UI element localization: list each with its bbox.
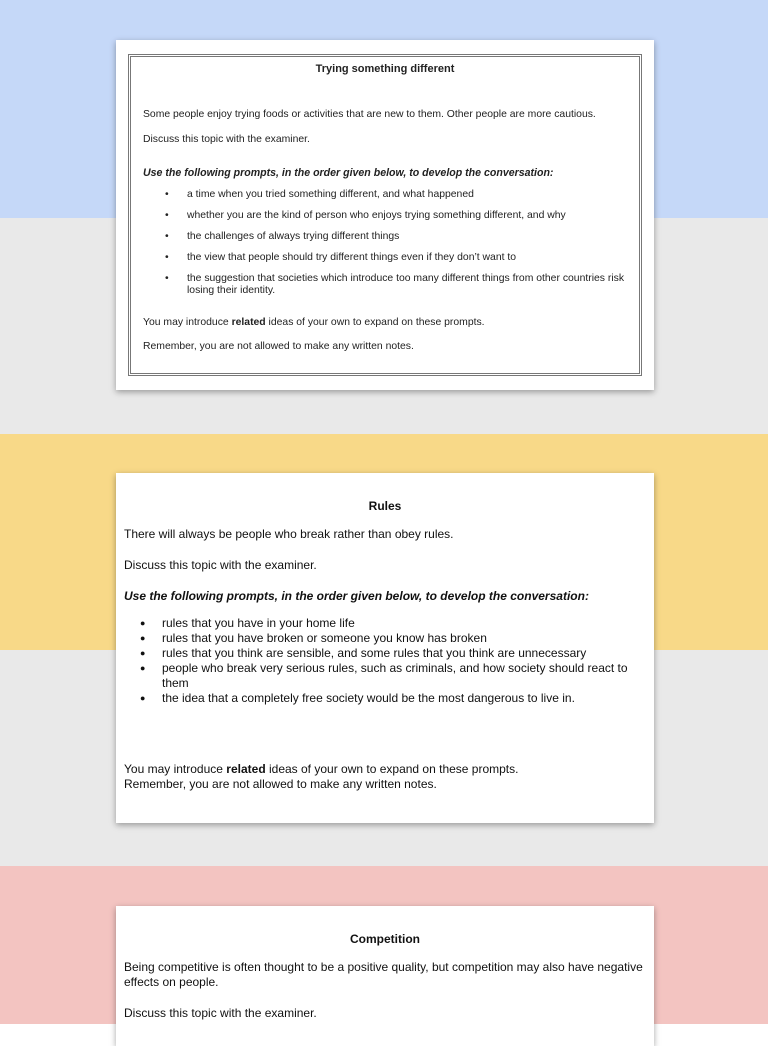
card-intro: Some people enjoy trying foods or activities that are new to them. Other people are more cautious. [143, 109, 596, 120]
list-item: • the challenges of always trying different things [175, 231, 627, 243]
card-title: Rules [368, 499, 402, 513]
related-post: ideas of your own to expand on these prompts. [265, 762, 519, 776]
card-discuss: Discuss this topic with the examiner. [143, 134, 310, 145]
list-item: • the suggestion that societies which introduce too many different things from other countries risk losing their identity. [175, 273, 627, 297]
card-intro: Being competitive is often thought to be a positive quality, but competition may also have negative effects on people. [124, 960, 643, 989]
related-bold: related [231, 316, 266, 328]
list-item: ● people who break very serious rules, such as criminals, and how society should react to them [140, 661, 646, 691]
card-discuss: Discuss this topic with the examiner. [124, 558, 317, 572]
card-related [124, 762, 646, 777]
card-remember: Remember, you are not allowed to make any written notes. [143, 340, 414, 352]
topic-card-rules [116, 473, 654, 823]
related-bold: related [226, 762, 266, 776]
prompt-list [124, 616, 646, 706]
list-item: • a time when you tried something different, and what happened [175, 189, 627, 201]
topic-card-trying-something-different [116, 40, 654, 390]
card-remember: Remember, you are not allowed to make any written notes. [124, 777, 437, 791]
list-item: ● rules that you have in your home life [140, 616, 646, 631]
card-prompt: Use the following prompts, in the order given below, to develop the conversation: [124, 589, 589, 603]
list-item: ● rules that you have broken or someone you know has broken [140, 631, 646, 646]
prompt-list [143, 189, 627, 297]
card-title: Trying something different [315, 63, 455, 75]
card-discuss: Discuss this topic with the examiner. [124, 1006, 317, 1020]
list-item: ● the idea that a completely free society would be the most dangerous to live in. [140, 691, 646, 706]
list-item: • the view that people should try different things even if they don’t want to [175, 252, 627, 264]
topic-card-competition [116, 906, 654, 1046]
related-post: ideas of your own to expand on these prompts. [265, 316, 485, 328]
card-related [143, 317, 627, 328]
card-title: Competition [350, 932, 420, 946]
card-frame [128, 54, 642, 376]
list-item: ● rules that you think are sensible, and some rules that you think are unnecessary [140, 646, 646, 661]
card-prompt: Use the following prompts, in the order given below, to develop the conversation: [143, 167, 554, 179]
card-intro: There will always be people who break rather than obey rules. [124, 527, 454, 541]
related-pre: You may introduce [143, 316, 232, 328]
related-pre: You may introduce [124, 762, 227, 776]
list-item: • whether you are the kind of person who enjoys trying something different, and why [175, 210, 627, 222]
